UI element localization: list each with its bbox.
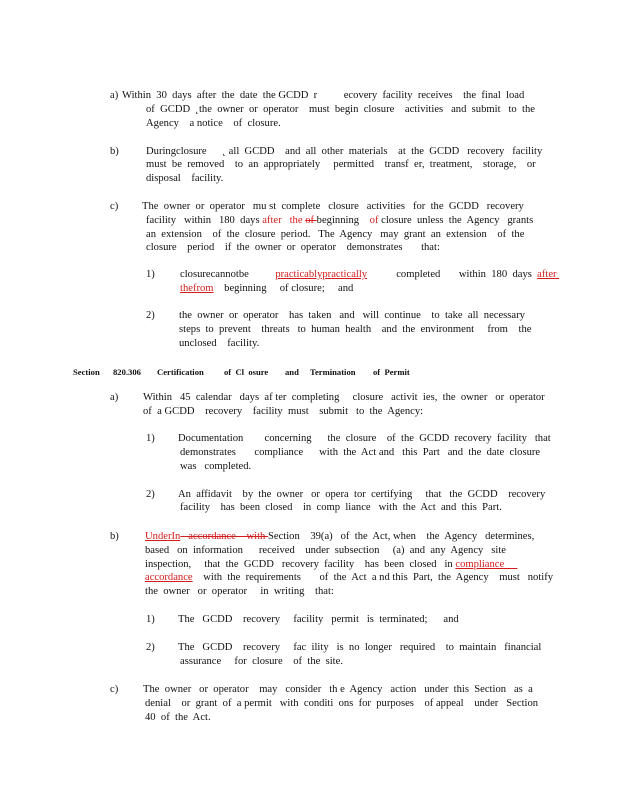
section-c-label: c) — [110, 684, 119, 695]
deleted-text: accordance with — [180, 531, 268, 542]
paragraph-b-label: b) — [110, 146, 119, 157]
item-a2-line-2: facility has been closed in comp liance with the Act and this Part. — [180, 502, 502, 513]
paragraph-c-line-2-text-a: facility within 180 days — [146, 215, 263, 226]
section-b-line-4 — [145, 572, 553, 584]
section-a-label: a) — [110, 392, 119, 403]
inserted-text: after the — [262, 215, 306, 226]
section-word: Section — [73, 367, 100, 377]
item-b1-line-1: The GCDD recovery facility permit is terminated; and — [178, 614, 459, 625]
section-b-line-1-text: Section 39(a) of the Act, when the Agency determines, — [267, 531, 535, 542]
item-c2-label: 2) — [146, 310, 155, 321]
paragraph-c-line-2-text-c: closure unless the Agency grants — [381, 215, 534, 226]
section-b-line-4-text: with the requirements of the Act a nd this Part, the Agency must notify — [192, 572, 554, 583]
section-title-part-3: and — [285, 367, 299, 377]
item-c1-text-b: completed within 180 days — [367, 269, 538, 280]
section-title-part-1: Certification — [157, 367, 204, 377]
section-b-label: b) — [110, 531, 119, 542]
section-b-line-2: based on information received under subsection (a) and any Agency site — [145, 545, 506, 556]
paragraph-a-line-1: Within 30 days after the date the GCDD r ecovery facility receives the final load — [122, 90, 525, 101]
section-b-line-5: the owner or operator in writing that: — [145, 586, 334, 597]
item-c1-text-c: beginning of closure; and — [213, 283, 354, 294]
item-a1-label: 1) — [146, 433, 155, 444]
inserted-text: thefrom — [180, 283, 214, 294]
paragraph-c-line-3: an extension of the closure period. The Agency may grant an extension of the — [146, 229, 525, 240]
item-c1-line-1 — [180, 269, 559, 281]
item-a2-line-1: An affidavit by the owner or opera tor certifying that the GCDD recovery — [178, 489, 546, 500]
paragraph-c-line-4: closure period if the owner or operator demonstrates that: — [146, 242, 440, 253]
section-title-part-5: of Permit — [373, 367, 410, 377]
section-title-part-4: Termination — [310, 367, 356, 377]
item-c1-text-a: closurecannotbe — [180, 269, 276, 280]
paragraph-a-label: a) — [110, 90, 119, 101]
inserted-text: UnderIn — [145, 531, 181, 542]
item-a1-line-2: demonstrates compliance with the Act and this Part and the date closure — [180, 447, 541, 458]
section-c-line-2: denial or grant of a permit with conditi ons for purposes of appeal under Section — [145, 698, 539, 709]
item-b2-line-2: assurance for closure of the site. — [180, 656, 343, 667]
section-c-line-1: The owner or operator may consider th e Agency action under this Section as a — [143, 684, 533, 695]
inserted-text: after — [537, 269, 560, 280]
item-c1-line-2 — [180, 283, 353, 295]
section-number: 820.306 — [113, 367, 141, 377]
section-a-line-1: Within 45 calendar days af ter completing closure activit ies, the owner or operator — [143, 392, 545, 403]
item-a1-line-3: was completed. — [180, 461, 252, 472]
deleted-text: of — [305, 215, 317, 226]
item-b1-label: 1) — [146, 614, 155, 625]
section-b-line-3 — [145, 559, 517, 571]
inserted-text: accordance — [145, 572, 193, 583]
inserted-text: practicablypractically — [275, 269, 368, 280]
section-b-line-1 — [145, 531, 534, 543]
item-b2-line-1: The GCDD recovery fac ility is no longer required to maintain financial — [178, 642, 542, 653]
section-title-part-2: of Cl osure — [224, 367, 269, 377]
item-c2-line-2: steps to prevent threats to human health and the environment from the — [179, 324, 532, 335]
item-b2-label: 2) — [146, 642, 155, 653]
item-a2-label: 2) — [146, 489, 155, 500]
paragraph-c-label: c) — [110, 201, 119, 212]
inserted-text: of — [369, 215, 382, 226]
item-c2-line-3: unclosed facility. — [179, 338, 260, 349]
paragraph-b-line-3: disposal facility. — [146, 173, 224, 184]
paragraph-a-line-3: Agency a notice of closure. — [146, 118, 281, 129]
item-c1-label: 1) — [146, 269, 155, 280]
paragraph-c-line-2-text-b: beginning — [316, 215, 370, 226]
paragraph-b-line-2: must be removed to an appropriately permitted transf er, treatment, storage, or — [146, 159, 536, 170]
inserted-text: compliance — [455, 559, 518, 570]
section-a-line-2: of a GCDD recovery facility must submit to the Agency: — [143, 406, 424, 417]
item-c2-line-1: the owner or operator has taken and will continue to take all necessary — [179, 310, 525, 321]
section-c-line-3: 40 of the Act. — [145, 712, 211, 723]
paragraph-c-line-2 — [146, 215, 533, 227]
paragraph-c-line-1: The owner or operator mu st complete closure activities for the GCDD recovery — [142, 201, 524, 212]
item-a1-line-1: Documentation concerning the closure of the GCDD recovery facility that — [178, 433, 551, 444]
section-b-line-3-text: inspection, that the GCDD recovery facility has been closed in — [145, 559, 456, 570]
paragraph-b-line-1: Duringclosure ˛ all GCDD and all other materials at the GCDD recovery facility — [146, 146, 543, 157]
paragraph-a-line-2: of GCDD ˛the owner or operator must begin closure activities and submit to the — [146, 104, 535, 115]
